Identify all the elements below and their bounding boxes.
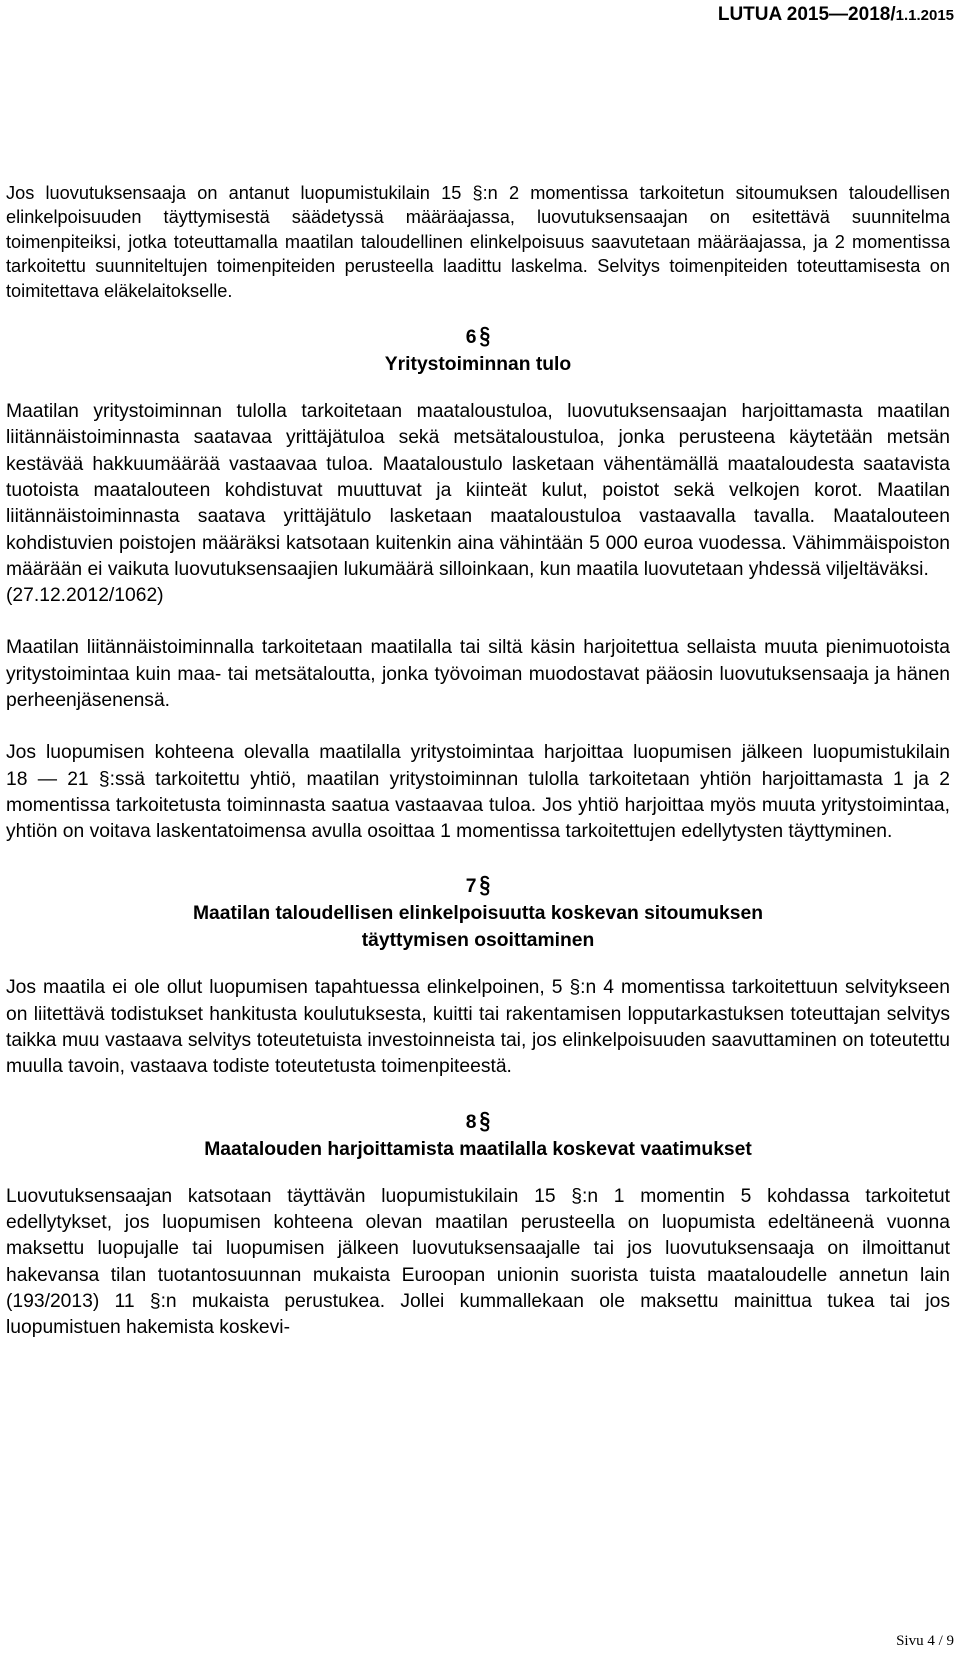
spacer	[6, 609, 950, 635]
spacer	[6, 1163, 950, 1184]
section-8-number: 8	[465, 1111, 477, 1133]
spacer	[6, 954, 950, 975]
section-6-heading	[6, 324, 950, 378]
section-sign-icon: §	[479, 1108, 491, 1135]
header-date: 1.1.2015	[895, 7, 954, 24]
section-6-paragraph-3: Jos luopumisen kohteena olevalla maatilalla yritystoimintaa harjoittaa luopumisen jälkeen luopumistukilain 18 — 21 §:ssä tarkoitettu yhtiö, maatilan yritystoiminnan tulolla tarkoitetaan yhtiön harjoittamasta 1 ja 2 momentissa tarkoitetusta toiminnasta saatua vastaavaa tuloa. Jos yhtiö harjoittaa myös muuta yritystoimintaa, yhtiön on voitava laskentatoimensa avulla osoittaa 1 momentissa tarkoitettujen edellytysten täyttyminen.	[6, 742, 950, 843]
spacer	[6, 714, 950, 740]
section-8-paragraph: Luovutuksensaajan katsotaan täyttävän luopumistukilain 15 §:n 1 momentin 5 kohdassa tarkoitetut edellytykset, jos luopumisen kohteena olevan maatilan perusteella on luopumista edeltäneenä vuonna maksettu luopujalle tai luopumisen jälkeen luovutuksensaajalle tai jos luovutuksensaaja on ilmoittanut hakevansa tilan tuotantosuunnan mukaista Euroopan unionin suorista tuista maataloudelle annetun lain (193/2013) 11 §:n mukaista perustukea. Jollei kummallekaan ole maksettu mainittua tukea tai jos luopumistuen hakemista koskevi-	[6, 1185, 950, 1339]
section-8-heading	[6, 1109, 950, 1163]
section-8-number-line	[6, 1109, 950, 1136]
intro-paragraph: Jos luovutuksensaaja on antanut luopumistukilain 15 §:n 2 momentissa tarkoitetun sitoumuksen taloudellisen elinkelpoisuuden täyttymisestä säädetyssä määräajassa, luovutuksensaajan on esitettävä suunnitelma toimenpiteiksi, jotka toteuttamalla maatilan taloudellinen elinkelpoisuus saavutetaan määräajassa, ja 2 momentissa tarkoitettu suunniteltujen toimenpiteiden perusteella laadittu laskelma. Selvitys toimenpiteiden toteuttamisesta on toimitettava eläkelaitokselle.	[6, 183, 950, 301]
section-6-number: 6	[465, 327, 477, 349]
spacer	[6, 1081, 950, 1109]
section-7-heading	[6, 873, 950, 954]
section-sign-icon: §	[479, 323, 491, 350]
section-6-amendment: (27.12.2012/1062)	[6, 585, 164, 607]
section-sign-icon: §	[479, 873, 491, 900]
document-header	[718, 4, 954, 26]
section-7-paragraph: Jos maatila ei ole ollut luopumisen tapahtuessa elinkelpoinen, 5 §:n 4 momentissa tarkoitettuun selvitykseen on liitettävä todistukset hankitusta koulutuksesta, kuitti tai rakentamisen lopputarkastuksen toteuttajan selvitys taikka muu vastaava selvitys toteutetuista investoinneista tai, jos elinkelpoisuuden saavuttaminen on toteutettu muulla tavoin, vastaava todiste toteutetusta toimenpiteestä.	[6, 977, 950, 1078]
footer-page-total: 9	[946, 1633, 954, 1649]
spacer	[6, 378, 950, 399]
section-7-title-line-2: täyttymisen osoittaminen	[361, 930, 595, 952]
footer-page-number: 4	[927, 1633, 935, 1649]
section-7-number-line	[6, 873, 950, 900]
footer-label: Sivu	[896, 1633, 924, 1649]
section-8-title: Maatalouden harjoittamista maatilalla koskevat vaatimukset	[204, 1138, 752, 1160]
spacer	[6, 845, 950, 873]
section-6-number-line	[6, 324, 950, 351]
document-body	[6, 181, 950, 1341]
section-6-title: Yritystoiminnan tulo	[384, 354, 572, 376]
section-7-number: 7	[465, 876, 477, 898]
spacer	[6, 303, 950, 324]
header-title: LUTUA 2015—2018/	[717, 4, 896, 25]
section-7-title-line-1: Maatilan taloudellisen elinkelpoisuutta koskevan sitoumuksen	[192, 903, 764, 925]
section-6-paragraph-1: Maatilan yritystoiminnan tulolla tarkoitetaan maataloustuloa, luovutuksensaajan harjoittamasta maatilan liitännäistoiminnasta saatavaa yrittäjätuloa sekä metsätaloustuloa, jonka perusteena käytetään metsän kestävää hakkuumäärää vastaavaa tuloa. Maataloustulo lasketaan vähentämällä maataloudesta saatavista tuotoista maatalouteen kohdistuvat muuttuvat ja kiinteät kulut, poistot sekä velkojen korot. Maatilan liitännäistoiminnasta saatava yrittäjätulo lasketaan maataloustuloa vastaavalla tavalla. Maatalouteen kohdistuvien poistojen määräksi katsotaan kuitenkin aina vähintään 5 000 euroa vuodessa. Vähimmäispoiston määrään ei vaikuta luovutuksensaajien lukumäärä silloinkaan, kun maatila luovutetaan yhdessä viljeltäväksi.	[6, 401, 950, 580]
footer-separator: /	[938, 1633, 943, 1649]
section-6-paragraph-2: Maatilan liitännäistoiminnalla tarkoitetaan maatilalla tai siltä käsin harjoitettua sellaista muuta pienimuotoista yritystoimintaa kuin maa- tai metsätaloutta, jonka työvoiman muodostavat pääosin luovutuksensaaja ja hänen perheenjäsenensä.	[6, 637, 950, 711]
page-footer	[896, 1633, 954, 1650]
